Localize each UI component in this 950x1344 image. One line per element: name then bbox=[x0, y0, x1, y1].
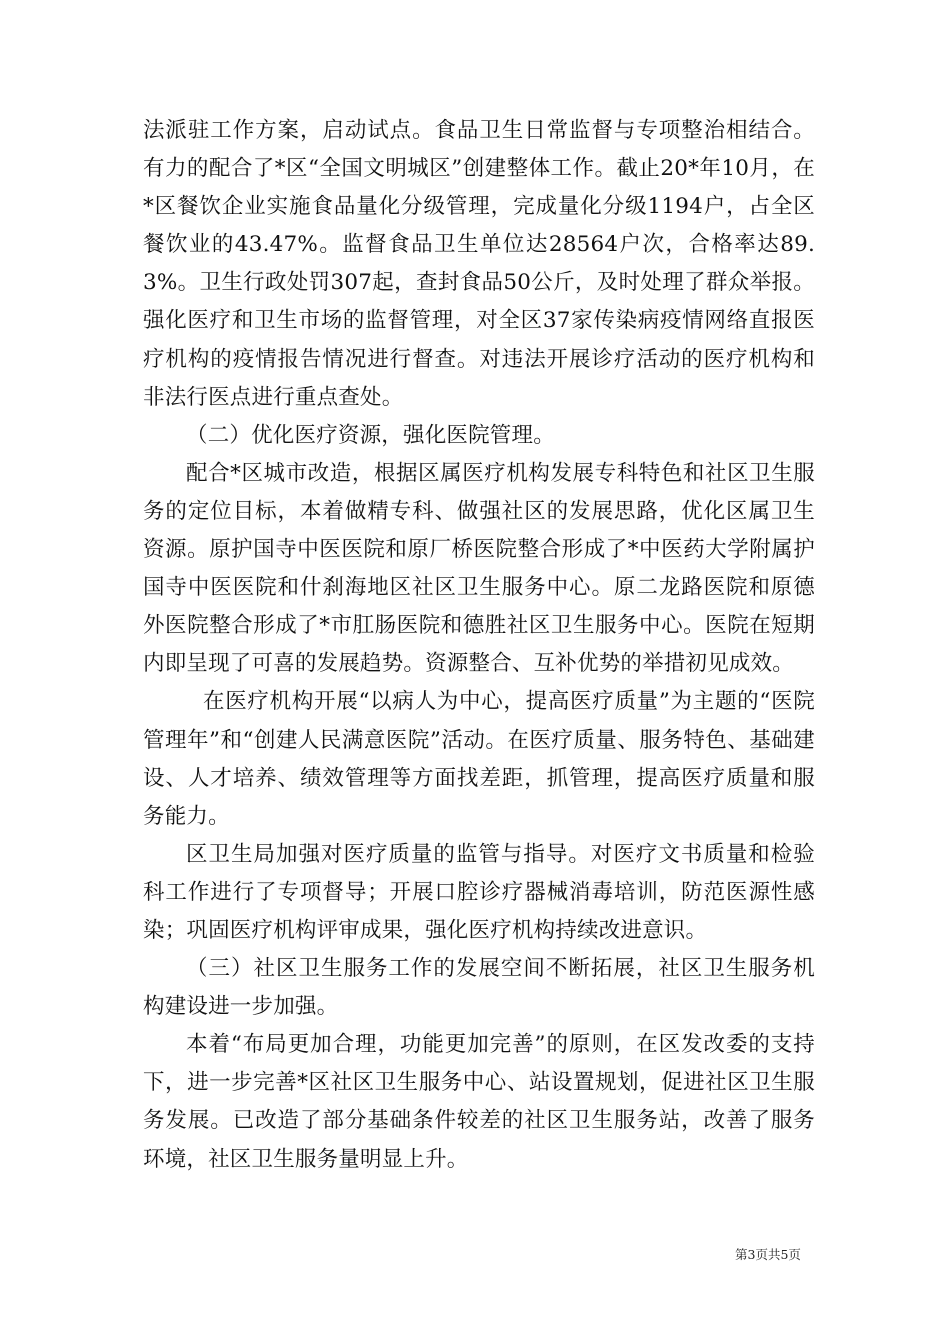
section-heading-community-health: （三）社区卫生服务工作的发展空间不断拓展，社区卫生服务机构建设进一步加强。 bbox=[143, 956, 815, 1020]
paragraph-resource-integration: 配合*区城市改造，根据区属医疗机构发展专科特色和社区卫生服务的定位目标，本着做精专科、做强社区的发展思路，优化区属卫生资源。原护国寺中医医院和原厂桥医院整合形成了*中医药大学附属护国寺中医医院和什刹海地区社区卫生服务中心。原二龙路医院和原德外医院整合形成了*市肛肠医院和德胜社区卫生服务中心。医院在短期内即呈现了可喜的发展趋势。资源整合、互补优势的举措初见成效。 bbox=[143, 460, 815, 677]
section-heading-medical-resources: （二）优化医疗资源，强化医院管理。 bbox=[186, 422, 555, 448]
paragraph-hospital-management-year: 在医疗机构开展“以病人为中心，提高医疗质量”为主题的“医院管理年”和“创建人民满意医院”活动。在医疗质量、服务特色、基础建设、人才培养、绩效管理等方面找差距，抓管理，提高医疗质量和服务能力。 bbox=[143, 689, 815, 829]
paragraph-quality-supervision: 区卫生局加强对医疗质量的监管与指导。对医疗文书质量和检验科工作进行了专项督导；开展口腔诊疗器械消毒培训，防范医源性感染；巩固医疗机构评审成果，强化医疗机构持续改进意识。 bbox=[143, 841, 815, 943]
paragraph-food-hygiene-supervision: 法派驻工作方案，启动试点。食品卫生日常监督与专项整治相结合。有力的配合了*区“全国文明城区”创建整体工作。截止20*年10月，在*区餐饮企业实施食品量化分级管理，完成量化分级1194户，占全区餐饮业的43.47%。监督食品卫生单位达28564户次，合格率达89.3%。卫生行政处罚307起，查封食品50公斤，及时处理了群众举报。强化医疗和卫生市场的监督管理，对全区37家传染病疫情网络直报医疗机构的疫情报告情况进行督查。对违法开展诊疗活动的医疗机构和非法行医点进行重点查处。 bbox=[143, 118, 815, 410]
paragraph-community-health-planning: 本着“布局更加合理，功能更加完善”的原则，在区发改委的支持下，进一步完善*区社区卫生服务中心、站设置规划，促进社区卫生服务发展。已改造了部分基础条件较差的社区卫生服务站，改善了服务环境，社区卫生服务量明显上升。 bbox=[143, 1032, 815, 1172]
page-number-footer: 第3页共5页 bbox=[735, 1247, 801, 1262]
document-body bbox=[143, 112, 815, 1179]
